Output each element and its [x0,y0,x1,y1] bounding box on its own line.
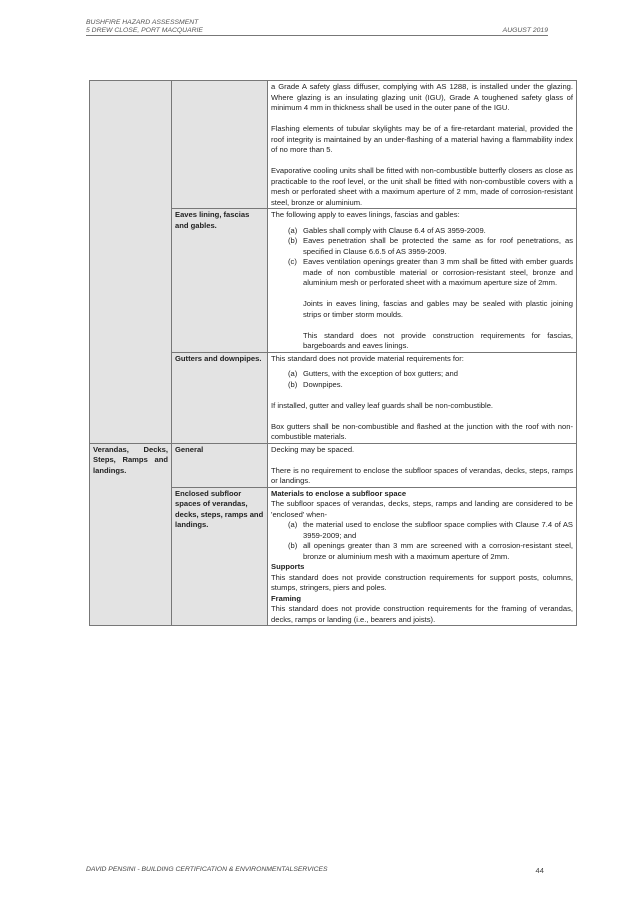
list-item: (b) Eaves penetration shall be protected the same as for roof penetrations, as specified in Clause 6.6.5 of AS 3959-2009. [288,236,573,256]
requirement-cell [268,352,577,443]
footer-company: DAVID PENSINI - BUILDING CERTIFICATION & ENVIRONMENTALSERVICES [86,866,328,873]
gutters-list [271,369,573,390]
evaporative-cooling-paragraph: Evaporative cooling units shall be fitted with non-combustible butterfly closers as close as practicable to the roof level, or the unit shall be fitted with non-combustible covers with a mesh or perforated sheet with a maximum aperture of 2 mm, made of corrosion-resistant steel, bronze or aluminium. [271,166,573,207]
requirement-cell [268,443,577,487]
enclosed-subfloor-label: Enclosed subfloor spaces of verandas, decks, steps, ramps and landings. [175,488,264,529]
eaves-standard-paragraph: This standard does not provide construction requirements for fascias, bargeboards and eaves linings. [303,330,573,350]
decking-paragraph: Decking may be spaced. [271,444,355,454]
list-item: (b) all openings greater than 3 mm are screened with a corrosion-resistant steel, bronze or aluminium mesh with a maximum aperture of 2mm. [288,541,573,561]
leaf-guards-paragraph: If installed, gutter and valley leaf guards shall be non-combustible. [271,400,494,410]
requirements-table [89,80,577,626]
header-address: 5 DREW CLOSE, PORT MACQUARIE [86,27,203,34]
requirement-cell [268,209,577,353]
list-item: (a) the material used to enclose the subfloor space complies with Clause 7.4 of AS 3959-2009; and [288,520,573,540]
list-item: (b) Downpipes. [288,379,343,389]
category-cell [90,443,172,626]
materials-heading: Materials to enclose a subfloor space [271,488,407,498]
requirement-cell [268,487,577,626]
flashing-paragraph: Flashing elements of tubular skylights may be of a fire-retardant material, provided the roof integrity is maintained by an under-flashing of a material having a flammability index of no more than 5. [271,124,573,154]
general-label: General [175,444,204,454]
requirement-cell [268,81,577,209]
enclosed-paragraph: The subfloor spaces of verandas, decks, steps, ramps and landing are considered to be 'enclosed' when- [271,499,573,519]
page-footer [86,866,548,875]
element-cell [172,81,268,209]
gutters-label: Gutters and downpipes. [175,353,262,363]
verandas-label: Verandas, Decks, Steps, Ramps and landings. [93,444,168,475]
element-cell [172,487,268,626]
eaves-intro: The following apply to eaves linings, fascias and gables: [271,210,460,219]
eaves-joints-paragraph: Joints in eaves lining, fascias and gables may be sealed with plastic joining strips or timber storm moulds. [303,299,573,319]
page-header [86,19,548,36]
element-cell [172,443,268,487]
supports-heading: Supports [271,562,305,571]
gutters-intro: This standard does not provide material requirements for: [271,353,464,363]
element-cell [172,209,268,353]
list-item: (a) Gutters, with the exception of box gutters; and [288,369,458,378]
enclosed-list [271,520,573,562]
page-number: 44 [535,866,544,875]
framing-heading: Framing [271,593,301,603]
framing-paragraph: This standard does not provide construction requirements for the framing of verandas, decks, ramps or landing (i.e., bearers and joists). [271,604,573,624]
skylight-paragraph: a Grade A safety glass diffuser, complying with AS 1288, is installed under the glazing. Where glazing is an insulating glazing unit (IGU), Grade A toughened safety glass of minimum 4 mm in thickness shall be used in the outer pane of the IGU. [271,82,573,112]
table-row [90,443,577,487]
table-row [90,81,577,209]
box-gutters-paragraph: Box gutters shall be non-combustible and flashed at the junction with the roof with non-combustible materials. [271,421,573,441]
category-cell [90,81,172,444]
header-date: AUGUST 2019 [502,27,548,34]
eaves-list [271,226,573,289]
supports-paragraph: This standard does not provide construction requirements for support posts, columns, stumps, stringers, piers and poles. [271,572,573,592]
header-subline [86,27,548,36]
subfloor-enclose-paragraph: There is no requirement to enclose the subfloor spaces of verandas, decks, steps, ramps or landings. [271,465,573,485]
header-title: BUSHFIRE HAZARD ASSESSMENT [86,19,199,26]
eaves-label: Eaves lining, fascias and gables. [175,210,250,230]
element-cell [172,352,268,443]
list-item: (c) Eaves ventilation openings greater than 3 mm shall be fitted with ember guards made of non combustible material or corrosion-resistant steel, bronze and aluminium mesh or perforated sheet with a maximum aperture size of 2mm. [288,257,573,287]
list-item: (a) Gables shall comply with Clause 6.4 of AS 3959-2009. [288,225,486,235]
